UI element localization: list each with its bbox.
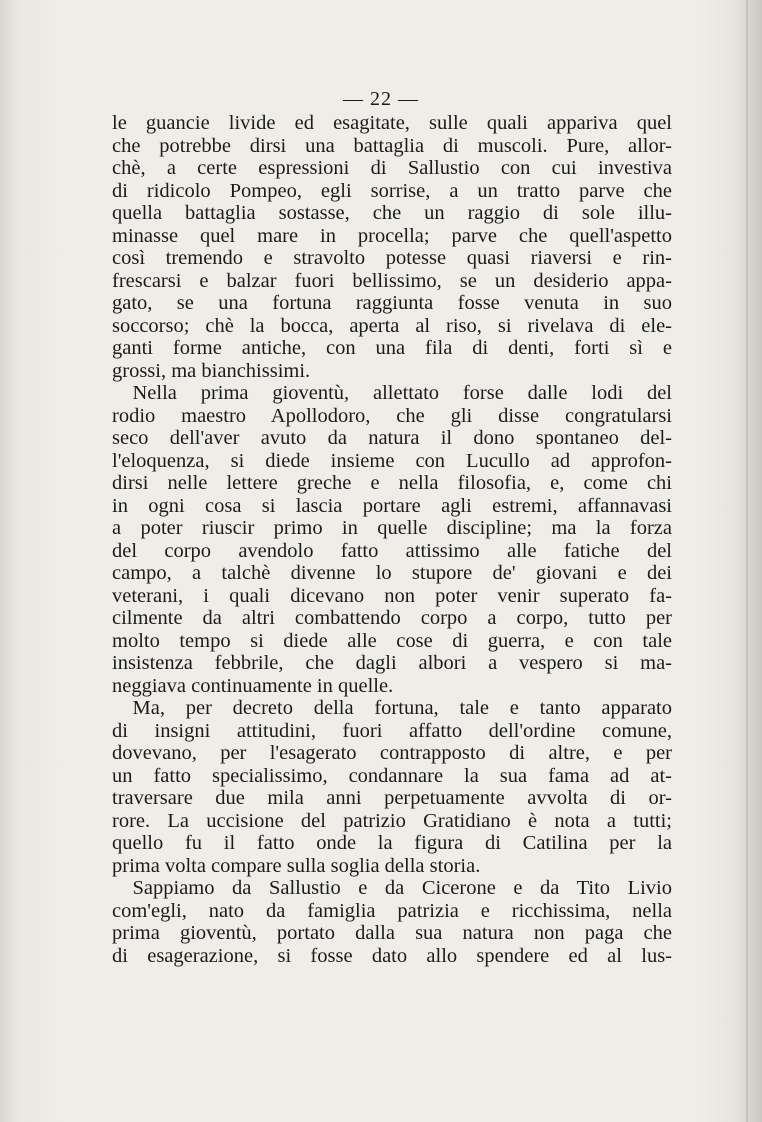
text-line: dovevano, per l'esagerato contrapposto di altre, e per bbox=[112, 742, 672, 764]
text-line: che potrebbe dirsi una battaglia di muscoli. Pure, allor- bbox=[112, 134, 672, 157]
text-line: dirsi nelle lettere greche e nella filosofia, e, come chi bbox=[112, 472, 672, 494]
text-line: Sappiamo da Sallustio e da Cicerone e da Tito Livio bbox=[112, 877, 672, 899]
text-line: neggiava continuamente in quelle. bbox=[112, 674, 394, 697]
text-line: cilmente da altri combattendo corpo a corpo, tutto per bbox=[112, 607, 672, 629]
text-line: prima gioventù, portato dalla sua natura non paga che bbox=[112, 922, 672, 944]
text-line: traversare due mila anni perpetuamente avvolta di or- bbox=[112, 787, 672, 809]
text-line: quella battaglia sostasse, che un raggio di sole illu- bbox=[112, 202, 672, 224]
text-line: veterani, i quali dicevano non poter venir superato fa- bbox=[112, 584, 672, 607]
text-line: frescarsi e balzar fuori bellissimo, se un desiderio appa- bbox=[112, 269, 672, 292]
text-line: di insigni attitudini, fuori affatto dell'ordine comune, bbox=[112, 719, 672, 742]
page-number: — 22 — bbox=[343, 88, 419, 110]
text-line: grossi, ma bianchissimi. bbox=[112, 359, 311, 382]
text-line: soccorso; chè la bocca, aperta al riso, si rivelava di ele- bbox=[112, 314, 672, 337]
text-line: di esagerazione, si fosse dato allo spendere ed al lus- bbox=[112, 944, 672, 967]
text-line: quello fu il fatto onde la figura di Catilina per la bbox=[112, 832, 672, 854]
text-line: a poter riuscir primo in quelle discipline; ma la forza bbox=[112, 517, 672, 539]
text-line: gato, se una fortuna raggiunta fosse venuta in suo bbox=[112, 292, 672, 314]
text-line: prima volta compare sulla soglia della storia. bbox=[112, 854, 481, 877]
text-line: così tremendo e stravolto potesse quasi riaversi e rin- bbox=[112, 247, 672, 269]
text-line: chè, a certe espressioni di Sallustio con cui investiva bbox=[112, 157, 672, 179]
page-edge bbox=[746, 0, 748, 1122]
text-line: seco dell'aver avuto da natura il dono spontaneo del- bbox=[112, 427, 672, 449]
text-line: le guancie livide ed esagitate, sulle quali appariva quel bbox=[112, 112, 672, 134]
text-line: insistenza febbrile, che dagli albori a vespero si ma- bbox=[112, 652, 672, 674]
text-line: molto tempo si diede alle cose di guerra, e con tale bbox=[112, 629, 672, 652]
text-line: l'eloquenza, si diede insieme con Lucullo ad approfon- bbox=[112, 449, 672, 472]
text-line: rore. La uccisione del patrizio Gratidiano è nota a tutti; bbox=[112, 809, 672, 832]
text-line: rodio maestro Apollodoro, che gli disse congratularsi bbox=[112, 404, 672, 427]
text-line: com'egli, nato da famiglia patrizia e ricchissima, nella bbox=[112, 899, 672, 922]
text-line: campo, a talchè divenne lo stupore de' giovani e dei bbox=[112, 562, 672, 584]
text-line: di ridicolo Pompeo, egli sorrise, a un tratto parve che bbox=[112, 179, 672, 202]
text-line: del corpo avendolo fatto attissimo alle fatiche del bbox=[112, 539, 672, 562]
text-line: un fatto specialissimo, condannare la sua fama ad at- bbox=[112, 764, 672, 787]
body-text bbox=[112, 112, 672, 967]
text-line: in ogni cosa si lascia portare agli estremi, affannavasi bbox=[112, 494, 672, 517]
text-line: Nella prima gioventù, allettato forse dalle lodi del bbox=[112, 382, 672, 404]
text-line: minasse quel mare in procella; parve che quell'aspetto bbox=[112, 224, 672, 247]
text-line: ganti forme antiche, con una fila di denti, forti sì e bbox=[112, 337, 672, 359]
text-line: Ma, per decreto della fortuna, tale e tanto apparato bbox=[112, 697, 672, 719]
